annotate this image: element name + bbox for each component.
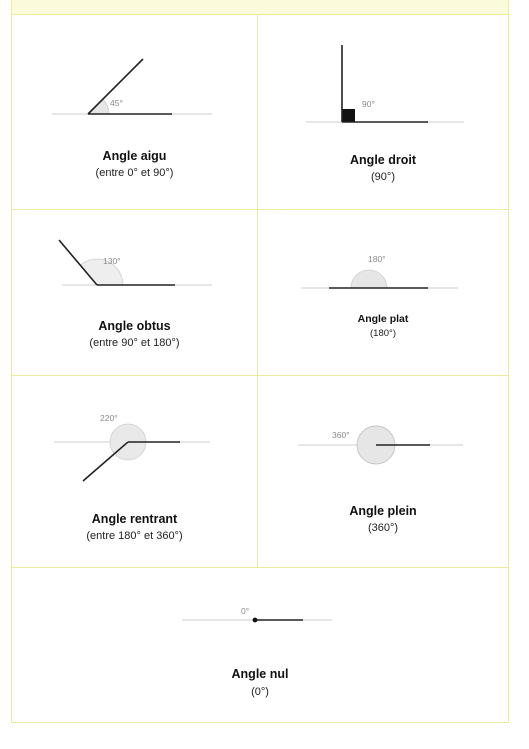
straight-angle-figure (258, 210, 508, 375)
angle-table (11, 14, 509, 723)
degree-label: 180° (368, 254, 386, 264)
angle-range: (90°) (371, 171, 395, 183)
angle-cell-straight (258, 210, 508, 375)
degree-label: 45° (110, 98, 123, 108)
degree-label: 360° (332, 430, 350, 440)
angle-title: Angle plein (349, 504, 417, 518)
acute-angle-figure (12, 15, 257, 209)
angle-cell-obtuse (12, 210, 257, 375)
degree-label: 90° (362, 99, 375, 109)
full-angle-figure (258, 376, 508, 567)
angle-title: Angle rentrant (91, 512, 178, 526)
zero-angle-figure (12, 568, 508, 722)
angle-title: Angle obtus (98, 319, 171, 333)
degree-label: 220° (100, 413, 118, 423)
angle-range: (entre 90° et 180°) (89, 337, 180, 349)
angle-title: Angle plat (357, 313, 409, 325)
angle-cell-zero (12, 568, 508, 722)
angle-title: Angle droit (350, 153, 416, 167)
angle-cell-right (258, 15, 508, 209)
angle-cell-full (258, 376, 508, 567)
angle-range: (180°) (370, 328, 396, 339)
angle-cell-reflex (12, 376, 257, 567)
degree-label: 0° (241, 606, 250, 616)
angle-range: (entre 180° et 360°) (86, 530, 183, 542)
obtuse-angle-figure (12, 210, 257, 375)
angle-title: Angle nul (231, 667, 289, 681)
angle-title: Angle aigu (102, 149, 167, 163)
angle-range: (360°) (367, 522, 399, 534)
angle-range: (entre 0° et 90°) (95, 167, 174, 179)
angle-range: (0°) (251, 686, 269, 698)
angle-cell-acute (12, 15, 257, 209)
degree-label: 130° (103, 256, 121, 266)
header-band (11, 0, 509, 15)
